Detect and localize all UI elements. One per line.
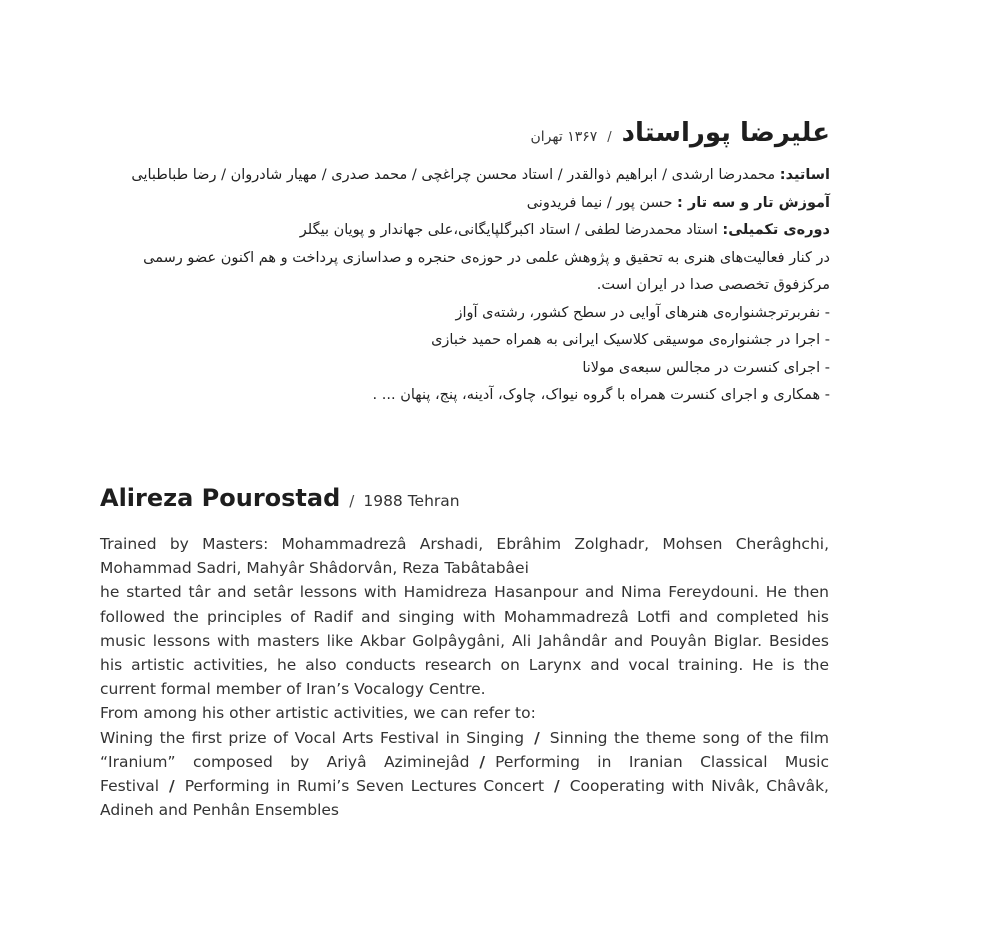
persian-tar-text: حسن پور / نیما فریدونی (526, 194, 678, 211)
activity-item: Cooperating with Nivâk, Châvâk, Adineh and Penhân Ensembles (100, 777, 829, 820)
persian-advanced (100, 217, 830, 245)
persian-advanced-label: دوره‌ی تکمیلی: (722, 222, 830, 238)
persian-advanced-text: استاد محمدرضا لطفی / استاد اکبرگلپایگانی،علی جهاندار و پویان بیگلر (299, 222, 723, 238)
persian-achievements (100, 300, 830, 410)
persian-heading-separator: / (607, 130, 612, 145)
activity-item: Sinning the theme song of the film “Iranium” composed by Ariyâ Aziminejâd (100, 728, 829, 771)
persian-body (100, 162, 830, 410)
english-activities (100, 726, 829, 823)
english-trained: Trained by Masters: Mohammadrezâ Arshadi, Ebrâhim Zolghadr, Mohsen Cherâghchi, Mohammad Sadri, Mahyâr Shâdorvân, Reza Tabâtabâei (100, 535, 829, 578)
activity-item: Performing in Rumi’s Seven Lectures Concert (184, 777, 545, 796)
activity-separator: / (534, 728, 540, 747)
persian-achievement: - اجرا در جشنواره‌ی موسیقی کلاسیک ایرانی به همراه حمید خبازی (431, 332, 830, 348)
persian-achievement: - نفربرترجشنواره‌ی هنرهای آوایی در سطح کشور، رشته‌ی آواز (455, 304, 830, 321)
persian-achievement: - اجرای کنسرت در مجالس سبعه‌ی مولانا (582, 359, 830, 376)
activity-item: Wining the first prize of Vocal Arts Festival in Singing (100, 728, 525, 747)
persian-tar-lessons (100, 190, 830, 218)
persian-teachers-text: محمدرضا ارشدی / ابراهیم ذوالقدر / استاد محسن چراغچی / محمد صدری / مهیار شادروان / رضا طباطبایی (131, 167, 780, 183)
persian-name: علیرضا پوراستاد (621, 118, 830, 148)
activity-item: Performing in Iranian Classical Music Festival (100, 752, 830, 796)
persian-biography (100, 118, 830, 410)
persian-teachers-label: اساتید: (779, 167, 830, 183)
english-heading (100, 484, 829, 512)
persian-teachers (100, 162, 830, 190)
english-birth: 1988 Tehran (363, 492, 460, 510)
english-bio: he started târ and setâr lessons with Hamidreza Hasanpour and Nima Fereydouni. He then followed the principles of Radif and singing with Mohammadrezâ Lotfi and completed his music lessons with masters like Akbar Golpâygâni, Ali Jahândâr and Pouyân Biglar. Besides his artistic activities, he also conducts research on Larynx and vocal training. He is the current formal member of Iran’s Vocalogy Centre. (100, 583, 829, 699)
english-activities-intro: From among his other artistic activities, we can refer to: (100, 704, 536, 723)
activity-separator: / (554, 777, 560, 796)
persian-tar-label: آموزش تار و سه تار : (677, 194, 830, 211)
activity-separator: / (479, 752, 486, 771)
persian-birth: ۱۳۶۷ تهران (530, 129, 598, 145)
persian-achievement: - همکاری و اجرای کنسرت همراه با گروه نیواک، چاوک، آدینه، پنج، پنهان ... . (372, 387, 830, 403)
english-heading-separator: / (349, 492, 355, 510)
persian-research: در کنار فعالیت‌های هنری به تحقیق و پژوهش علمی در حوزه‌ی حنجره و صداسازی پرداخت و هم اکنون عضو رسمی مرکزفوق تخصصی صدا در ایران است. (143, 249, 830, 293)
english-name: Alireza Pourostad (100, 484, 341, 512)
persian-heading (100, 118, 830, 148)
activity-separator: / (169, 777, 175, 796)
english-biography (100, 484, 829, 822)
english-body (100, 532, 829, 822)
